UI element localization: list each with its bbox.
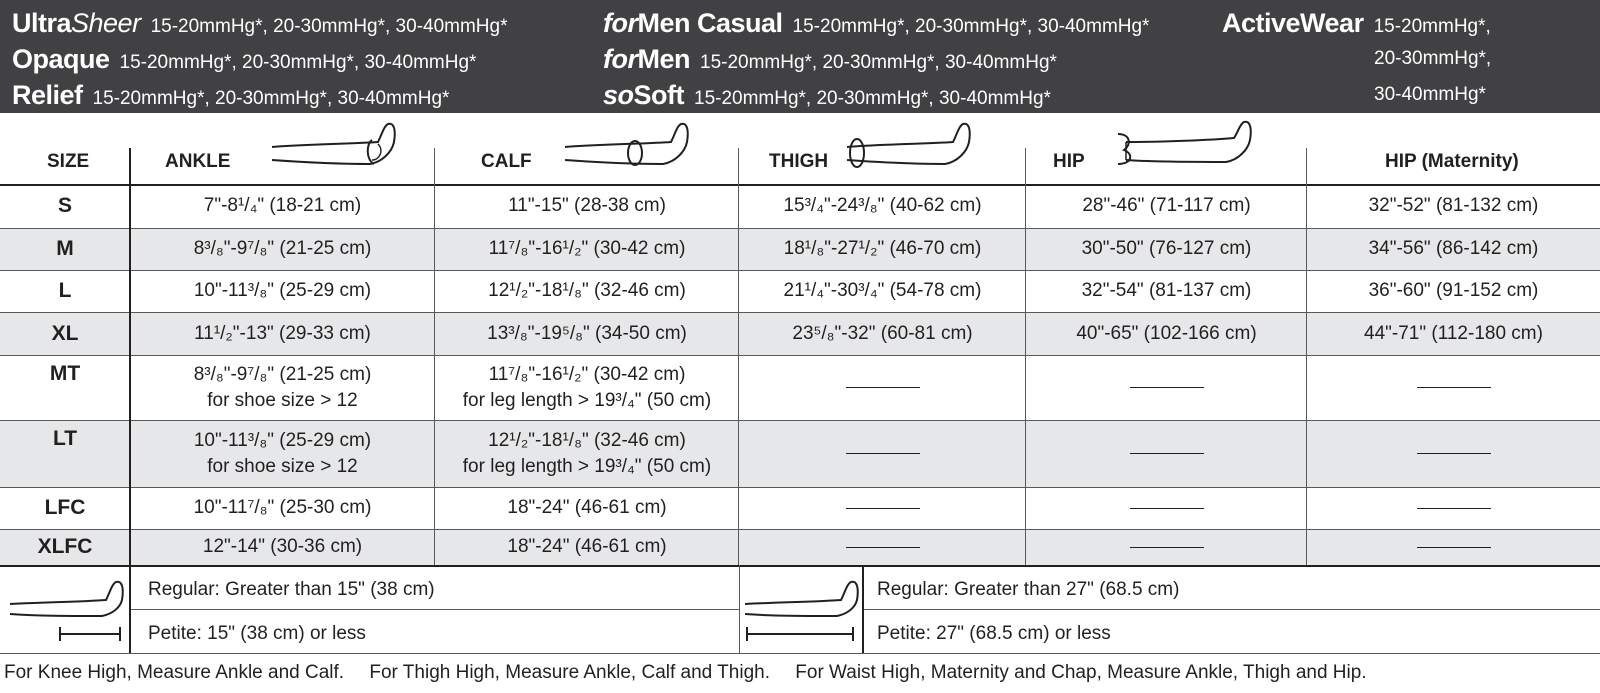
header-line: [12, 44, 508, 80]
ankle-value: for shoe size > 12: [207, 389, 358, 411]
ankle-value: 10"-11³/₈" (25-29 cm): [193, 429, 372, 451]
calf-value: 11"-15" (28-38 cm): [508, 195, 666, 216]
calf-value: 18"-24" (46-61 cm): [507, 536, 667, 557]
empty-dash: [1417, 453, 1491, 454]
ankle-value: 7"-8¹/₄" (18-21 cm): [203, 195, 362, 216]
calf-value: 13³/₈"-19⁵/₈" (34-50 cm): [487, 322, 687, 344]
header-line: [1222, 8, 1491, 44]
ankle-value: 10"-11³/₈" (25-29 cm): [193, 280, 372, 301]
hipm-value: 44"-71" (112-180 cm): [1364, 322, 1543, 344]
leg-calf-icon: [563, 120, 699, 170]
empty-dash: [846, 508, 920, 509]
pressure-list: 15-20mmHg*, 20-30mmHg*, 30-40mmHg*: [150, 16, 508, 37]
brand-name: Men: [637, 44, 690, 74]
thigh-cell: [739, 529, 1026, 565]
length-mid-rule-right: [864, 609, 1600, 610]
length-divider: [862, 565, 864, 653]
length-top-rule: [0, 565, 1600, 567]
pressure-list: 15-20mmHg*,: [1373, 16, 1491, 37]
brand-name: Men Casual: [637, 8, 783, 38]
hipm-cell: [1307, 487, 1600, 529]
ankle-value: for shoe size > 12: [207, 455, 358, 477]
hipm-cell: [1307, 270, 1600, 312]
calf-cell: [435, 270, 739, 312]
leg-hip-icon: [1112, 120, 1262, 170]
calf-cell: [435, 312, 739, 355]
thigh-cell: [739, 312, 1026, 355]
thigh-petite-length: Petite: 27" (68.5 cm) or less: [877, 623, 1111, 644]
hipm-value: 32"-52" (81-132 cm): [1368, 195, 1539, 216]
row-separator: [0, 312, 1600, 313]
pressure-list: 15-20mmHg*, 20-30mmHg*, 30-40mmHg*: [792, 16, 1150, 37]
table-row: [0, 270, 1600, 312]
calf-cell: [435, 184, 739, 228]
calf-value: 11⁷/₈"-16¹/₂" (30-42 cm): [488, 363, 686, 385]
row-separator: [0, 420, 1600, 421]
column-separator: [738, 148, 739, 565]
calf-value: 18"-24" (46-61 cm): [507, 497, 667, 518]
row-separator: [0, 270, 1600, 271]
ankle-value: 8³/₈"-9⁷/₈" (21-25 cm): [193, 363, 372, 385]
size-cell: LT: [52, 427, 78, 450]
hip-cell: [1026, 355, 1307, 420]
knee-high-instruction: For Knee High, Measure Ankle and Calf.: [4, 662, 345, 683]
header-line: [603, 44, 1149, 80]
leg-thigh-icon: [845, 120, 981, 170]
hip-cell: [1026, 270, 1307, 312]
brand-name: Relief: [12, 80, 83, 110]
length-mid-rule-left: [130, 609, 739, 610]
empty-dash: [1417, 508, 1491, 509]
size-cell: XLFC: [37, 535, 93, 558]
hip-value: 30"-50" (76-127 cm): [1081, 238, 1252, 259]
column-separator: [129, 148, 131, 565]
waist-high-instruction: For Waist High, Maternity and Chap, Measure Ankle, Thigh and Hip.: [795, 662, 1367, 683]
hip-value: 40"-65" (102-166 cm): [1076, 322, 1257, 344]
thigh-regular-length: Regular: Greater than 27" (68.5 cm): [877, 579, 1180, 600]
brand-name-italic: so: [603, 80, 634, 110]
knee-length-icon: [8, 578, 126, 644]
thigh-cell: [739, 487, 1026, 529]
empty-dash: [846, 387, 920, 388]
table-row: [0, 487, 1600, 529]
table-row: [0, 312, 1600, 355]
hipm-cell: [1307, 184, 1600, 228]
knee-petite-length: Petite: 15" (38 cm) or less: [148, 623, 366, 644]
header-col-left: [12, 8, 508, 116]
table-row: [0, 228, 1600, 270]
ankle-cell: [130, 487, 435, 529]
hipm-cell: [1307, 529, 1600, 565]
length-divider: [129, 565, 131, 653]
row-separator: [0, 529, 1600, 530]
header-hip-maternity: HIP (Maternity): [1385, 151, 1519, 172]
thigh-cell: [739, 355, 1026, 420]
calf-cell: [435, 487, 739, 529]
calf-value: 12¹/₂"-18¹/₈" (32-46 cm): [488, 429, 686, 451]
calf-value: 12¹/₂"-18¹/₈" (32-46 cm): [488, 280, 686, 301]
header-thigh: THIGH: [769, 151, 829, 172]
thigh-cell: [739, 228, 1026, 270]
brand-name: Ultra: [12, 8, 72, 38]
thigh-cell: [739, 420, 1026, 487]
size-cell: LFC: [44, 496, 86, 519]
header-line: [603, 8, 1149, 44]
ankle-cell: [130, 270, 435, 312]
brand-name: ActiveWear: [1222, 8, 1364, 38]
empty-dash: [1130, 508, 1204, 509]
thigh-cell: [739, 270, 1026, 312]
hip-cell: [1026, 228, 1307, 270]
pressure-list: 15-20mmHg*, 20-30mmHg*, 30-40mmHg*: [119, 52, 477, 73]
pressure-list: 15-20mmHg*, 20-30mmHg*, 30-40mmHg*: [700, 52, 1057, 73]
row-separator: [0, 487, 1600, 488]
pressure-list: 15-20mmHg*, 20-30mmHg*, 30-40mmHg*: [694, 88, 1051, 109]
calf-value: 11⁷/₈"-16¹/₂" (30-42 cm): [488, 238, 686, 259]
table-row: [0, 529, 1600, 565]
calf-cell: [435, 228, 739, 270]
pressure-list: 30-40mmHg*: [1374, 84, 1486, 105]
ankle-value: 8³/₈"-9⁷/₈" (21-25 cm): [193, 238, 372, 259]
calf-cell: [435, 420, 739, 487]
ankle-cell: [130, 228, 435, 270]
table-row: [0, 184, 1600, 228]
hip-value: 28"-46" (71-117 cm): [1082, 195, 1251, 216]
knee-regular-length: Regular: Greater than 15" (38 cm): [148, 579, 435, 600]
row-separator: [0, 355, 1600, 356]
measurement-instructions: [4, 662, 1387, 684]
column-separator: [1306, 148, 1307, 565]
hipm-value: 36"-60" (91-152 cm): [1368, 280, 1539, 301]
hip-cell: [1026, 312, 1307, 355]
header-ankle: ANKLE: [165, 151, 231, 172]
brand-name-italic: for: [603, 44, 638, 74]
thigh-high-instruction: For Thigh High, Measure Ankle, Calf and Thigh.: [369, 662, 770, 683]
hipm-cell: [1307, 228, 1600, 270]
empty-dash: [1130, 453, 1204, 454]
size-cell: XL: [51, 321, 79, 345]
header-line: [603, 80, 1149, 116]
empty-dash: [846, 547, 920, 548]
brand-name-italic: for: [603, 8, 638, 38]
pressure-list: 15-20mmHg*, 20-30mmHg*, 30-40mmHg*: [92, 88, 450, 109]
product-header: [0, 0, 1600, 113]
calf-cell: [435, 529, 739, 565]
length-bottom-rule: [0, 653, 1600, 654]
hipm-cell: [1307, 420, 1600, 487]
ankle-cell: [130, 420, 435, 487]
ankle-cell: [130, 355, 435, 420]
hip-cell: [1026, 420, 1307, 487]
thigh-value: 21¹/₄"-30³/₄" (54-78 cm): [783, 280, 982, 301]
ankle-value: 10"-11⁷/₈" (25-30 cm): [193, 497, 372, 518]
size-cell: L: [58, 279, 72, 302]
column-separator: [434, 148, 435, 565]
ankle-cell: [130, 312, 435, 355]
hipm-cell: [1307, 312, 1600, 355]
length-divider: [739, 565, 740, 653]
brand-name: Soft: [633, 80, 684, 110]
ankle-value: 12"-14" (30-36 cm): [202, 536, 363, 557]
header-line: [12, 8, 508, 44]
column-separator: [1025, 148, 1026, 565]
thigh-value: 23⁵/₈"-32" (60-81 cm): [792, 322, 973, 344]
calf-value: for leg length > 19³/₄" (50 cm): [462, 455, 712, 477]
empty-dash: [846, 453, 920, 454]
empty-dash: [1417, 387, 1491, 388]
header-col-right: [1222, 8, 1491, 44]
hip-cell: [1026, 529, 1307, 565]
thigh-value: 15³/₄"-24³/₈" (40-62 cm): [783, 195, 982, 216]
empty-dash: [1417, 547, 1491, 548]
empty-dash: [1130, 387, 1204, 388]
row-separator: [0, 184, 1600, 186]
pressure-list: 20-30mmHg*,: [1374, 48, 1492, 69]
empty-dash: [1130, 547, 1204, 548]
table-row: [0, 355, 1600, 420]
header-calf: CALF: [481, 151, 532, 172]
thigh-cell: [739, 184, 1026, 228]
table-row: [0, 420, 1600, 487]
hip-cell: [1026, 487, 1307, 529]
header-line: [12, 80, 508, 116]
hip-cell: [1026, 184, 1307, 228]
hip-value: 32"-54" (81-137 cm): [1081, 280, 1252, 301]
size-cell: MT: [49, 362, 81, 385]
size-cell: S: [57, 194, 72, 217]
brand-name: Opaque: [12, 44, 110, 74]
calf-value: for leg length > 19³/₄" (50 cm): [462, 389, 712, 411]
brand-name-italic: Sheer: [71, 8, 141, 38]
calf-cell: [435, 355, 739, 420]
leg-ankle-icon: [270, 120, 406, 170]
hipm-cell: [1307, 355, 1600, 420]
thigh-length-icon: [743, 578, 859, 644]
thigh-value: 18¹/₈"-27¹/₂" (46-70 cm): [783, 238, 982, 259]
size-cell: M: [56, 237, 74, 260]
header-size: SIZE: [47, 151, 90, 172]
ankle-cell: [130, 529, 435, 565]
ankle-cell: [130, 184, 435, 228]
header-col-middle: [603, 8, 1149, 116]
header-hip: HIP: [1053, 151, 1085, 172]
hipm-value: 34"-56" (86-142 cm): [1368, 238, 1539, 259]
ankle-value: 11¹/₂"-13" (29-33 cm): [194, 322, 371, 344]
row-separator: [0, 228, 1600, 229]
